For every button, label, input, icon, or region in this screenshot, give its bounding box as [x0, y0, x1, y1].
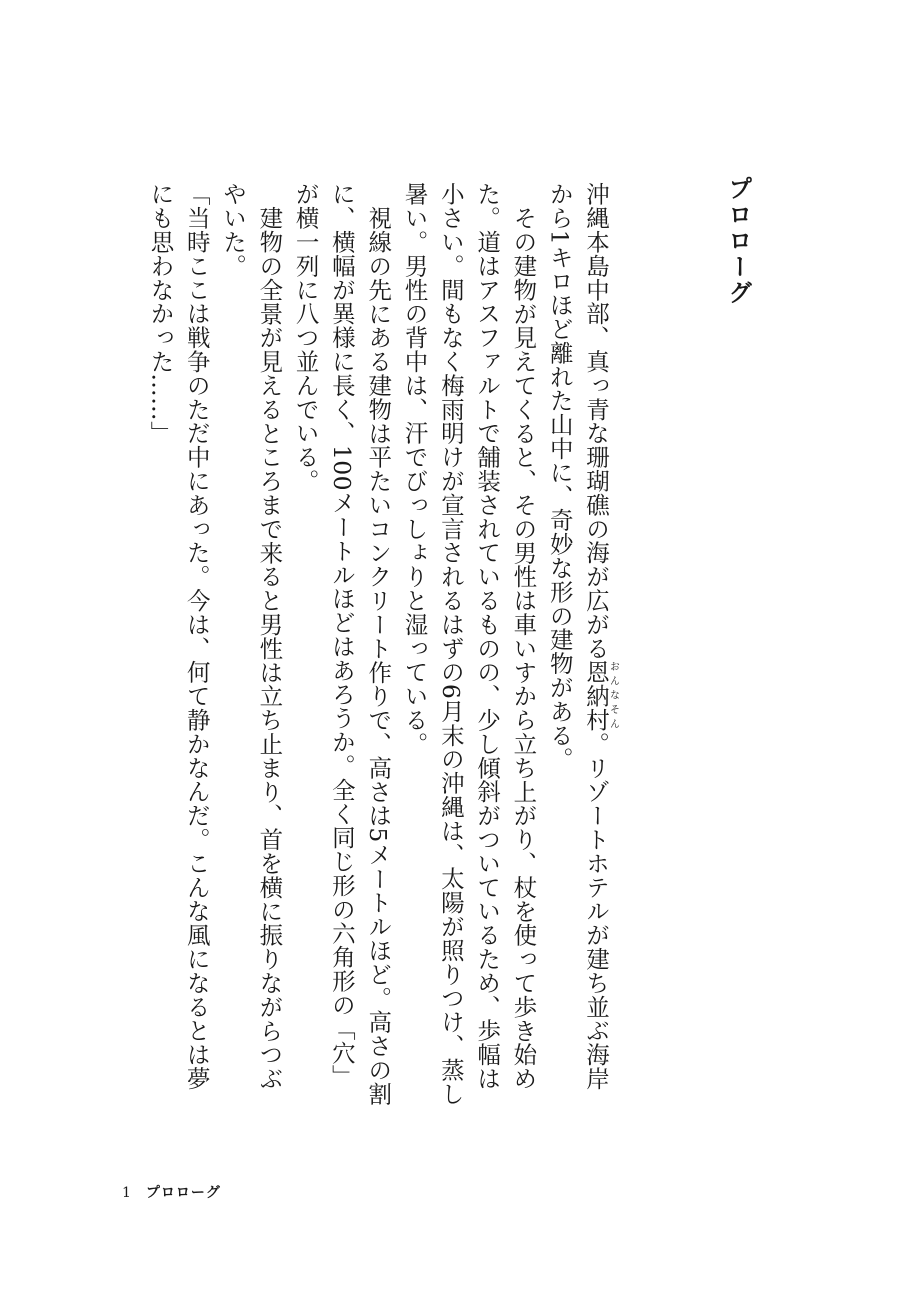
chapter-title: プロローグ — [723, 176, 753, 306]
ruby-reading: おんなそん — [607, 660, 619, 732]
page-number: 1 — [122, 1185, 132, 1201]
running-head: プロローグ — [145, 1185, 221, 1201]
paragraph-5-quote: 「当時ここは戦争のただ中にあった。今は、何て静かなんだ。こんな風になるとは夢にも思わなかった……」 — [146, 182, 211, 1091]
paragraph-1 — [541, 182, 618, 1107]
body-text — [148, 182, 618, 1107]
ruby-base: 恩納村 — [582, 660, 610, 732]
paragraph-3: 視線の先にある建物は平たいコンクリート作りで、高さは5メートルほど。高さの割に、横幅が異様に長く、100メートルほどはあろうか。全く同じ形の六角形の「穴」が横一列に八つ並んでいる。 — [291, 182, 393, 1106]
page-footer — [122, 1182, 221, 1202]
paragraph-2: その建物が見えてくると、その男性は車いすから立ち上がり、杖を使って歩き始めた。道はアスファルトで舗装されているものの、少し傾斜がついているため、歩幅は小さい。間もなく梅雨明けが宣言されるはずの6月末の沖縄は、太陽が照りつけ、蒸し暑い。男性の背中は、汗でびっしょりと湿っている。 — [400, 182, 538, 1106]
paragraph-4: 建物の全景が見えるところまで来ると男性は立ち止まり、首を横に振りながらつぶやいた。 — [219, 182, 284, 1090]
ruby-onnason — [582, 660, 619, 732]
paragraph-1-text-after: 。リゾートホテルが建ち並ぶ海岸から1キロほど離れた山中に、奇妙な形の建物がある。 — [545, 182, 610, 1091]
paragraph-1-text-before: 沖縄本島中部、真っ青な珊瑚礁の海が広がる — [582, 182, 610, 660]
